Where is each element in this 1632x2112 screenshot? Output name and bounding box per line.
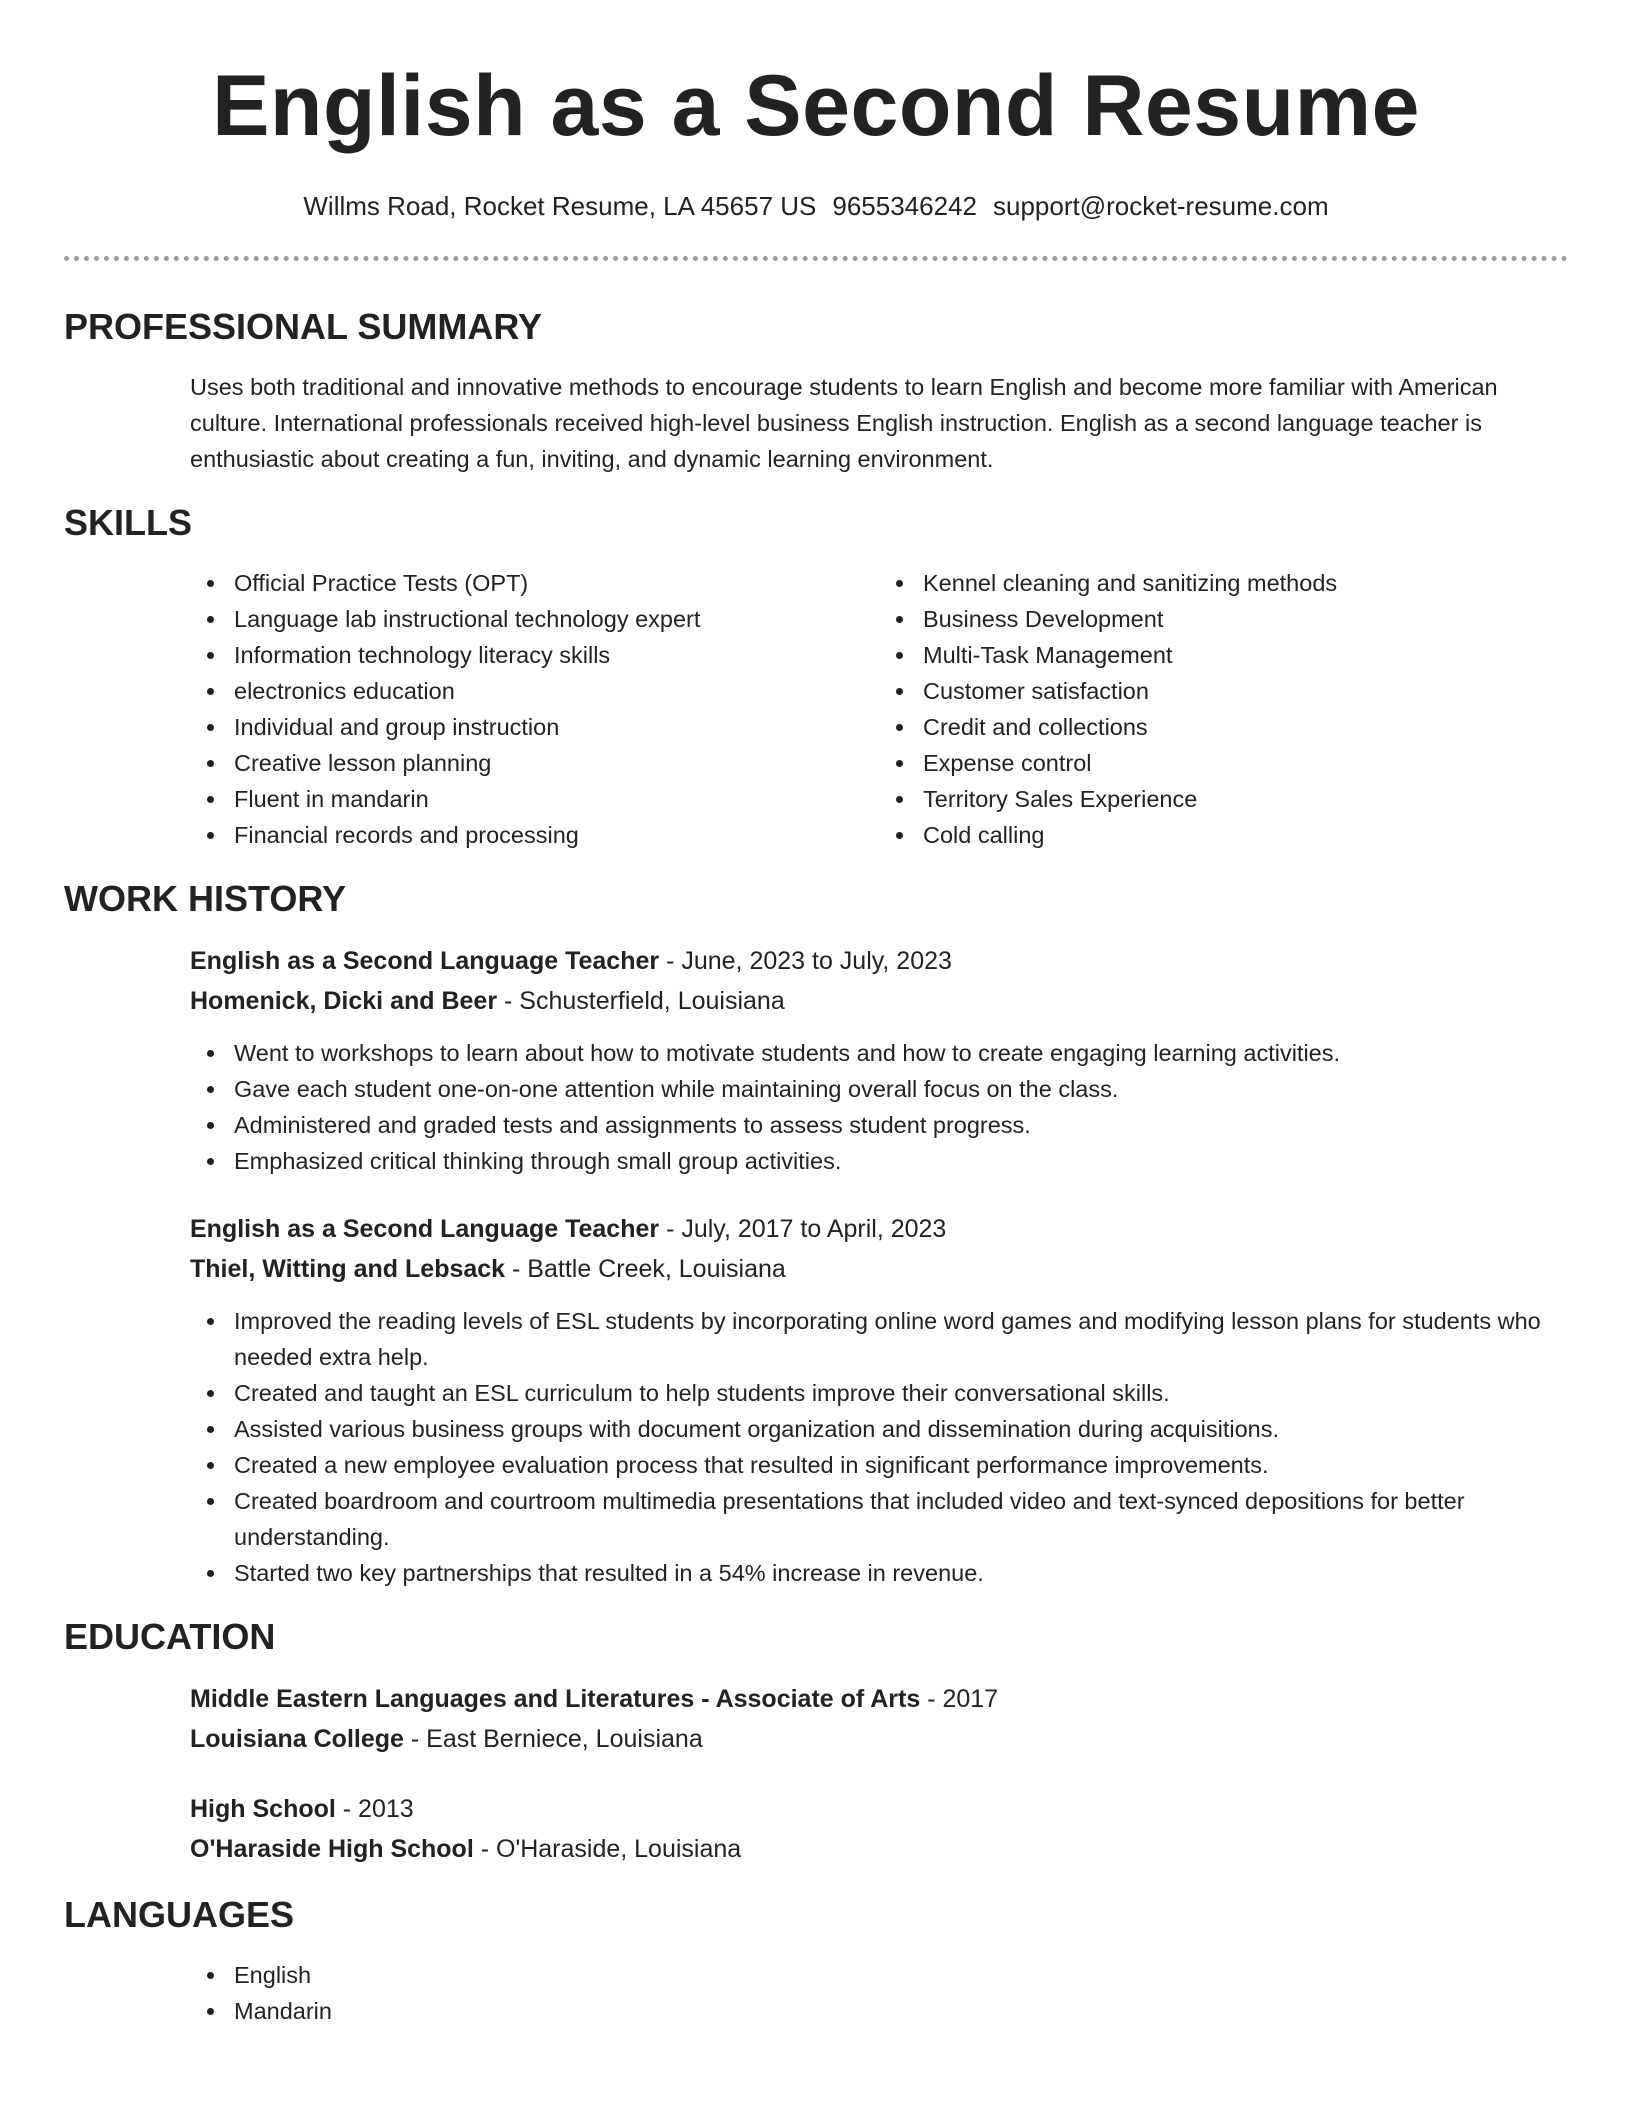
summary-heading: PROFESSIONAL SUMMARY xyxy=(64,306,543,347)
resume-name: English as a Second Resume xyxy=(212,58,1420,154)
skill-item: Credit and collections xyxy=(923,709,1568,745)
skill-item: Customer satisfaction xyxy=(923,673,1568,709)
education-degree: Middle Eastern Languages and Literatures - Associate of Arts xyxy=(190,1685,921,1713)
skill-item: Information technology literacy skills xyxy=(234,637,879,673)
job-location: - Schusterfield, Louisiana xyxy=(497,987,785,1015)
job-bullet: Started two key partnerships that resulted in a 54% increase in revenue. xyxy=(234,1555,1568,1591)
skills-column-right xyxy=(879,565,1568,853)
skill-item: Creative lesson planning xyxy=(234,745,879,781)
skills-list xyxy=(190,565,1568,853)
job-company-line xyxy=(190,1249,1568,1289)
education-degree: High School xyxy=(190,1795,336,1823)
skill-item: Official Practice Tests (OPT) xyxy=(234,565,879,601)
job-entry xyxy=(190,941,1568,1179)
skill-item: Financial records and processing xyxy=(234,817,879,853)
language-item: Mandarin xyxy=(234,1993,1568,2029)
summary-text: Uses both traditional and innovative methods to encourage students to learn English and become more familiar with American culture. International professionals received high-level business English instruction. English as a second language teacher is enthusiastic about creating a fun, inviting, and dynamic learning environment. xyxy=(190,374,1498,472)
education-year: - 2013 xyxy=(335,1795,414,1823)
job-title-line xyxy=(190,1209,1568,1249)
contact-phone: 9655346242 xyxy=(832,191,977,221)
skill-item: Kennel cleaning and sanitizing methods xyxy=(923,565,1568,601)
header-divider xyxy=(64,256,1568,261)
education-entry xyxy=(190,1789,1568,1869)
education-degree-line xyxy=(190,1789,1568,1829)
job-role: English as a Second Language Teacher xyxy=(190,1215,660,1243)
skill-item: Individual and group instruction xyxy=(234,709,879,745)
skill-item: Multi-Task Management xyxy=(923,637,1568,673)
education-heading: EDUCATION xyxy=(64,1616,276,1657)
job-bullets xyxy=(190,1035,1568,1179)
education-school: Louisiana College xyxy=(190,1725,404,1753)
skill-item: Language lab instructional technology expert xyxy=(234,601,879,637)
job-bullets xyxy=(190,1303,1568,1591)
education-year: - 2017 xyxy=(920,1685,999,1713)
job-bullet: Went to workshops to learn about how to motivate students and how to create engaging learning activities. xyxy=(234,1035,1568,1071)
job-bullet: Administered and graded tests and assignments to assess student progress. xyxy=(234,1107,1568,1143)
job-company-line xyxy=(190,981,1568,1021)
skills-heading: SKILLS xyxy=(64,502,193,543)
job-entry xyxy=(190,1209,1568,1591)
education-entry xyxy=(190,1679,1568,1759)
contact-line xyxy=(64,190,1568,222)
skills-column-left xyxy=(190,565,879,853)
skill-item: Business Development xyxy=(923,601,1568,637)
skill-item: electronics education xyxy=(234,673,879,709)
job-role: English as a Second Language Teacher xyxy=(190,947,660,975)
work-history-heading: WORK HISTORY xyxy=(64,878,347,919)
language-item: English xyxy=(234,1957,1568,1993)
job-bullet: Improved the reading levels of ESL students by incorporating online word games and modifying lesson plans for students who needed extra help. xyxy=(234,1303,1568,1375)
job-bullet: Emphasized critical thinking through small group activities. xyxy=(234,1143,1568,1179)
education-school-line xyxy=(190,1829,1568,1869)
skill-item: Cold calling xyxy=(923,817,1568,853)
job-bullet: Gave each student one-on-one attention while maintaining overall focus on the class. xyxy=(234,1071,1568,1107)
skill-item: Expense control xyxy=(923,745,1568,781)
job-bullet: Created boardroom and courtroom multimedia presentations that included video and text-synced depositions for better understanding. xyxy=(234,1483,1568,1555)
languages-list xyxy=(190,1957,1568,2029)
job-company: Thiel, Witting and Lebsack xyxy=(190,1255,506,1283)
skill-item: Territory Sales Experience xyxy=(923,781,1568,817)
contact-address: Willms Road, Rocket Resume, LA 45657 US xyxy=(303,191,817,221)
job-bullet: Created a new employee evaluation process that resulted in significant performance improvements. xyxy=(234,1447,1568,1483)
education-degree-line xyxy=(190,1679,1568,1719)
job-dates: - June, 2023 to July, 2023 xyxy=(659,947,952,975)
job-dates: - July, 2017 to April, 2023 xyxy=(659,1215,947,1243)
job-title-line xyxy=(190,941,1568,981)
job-company: Homenick, Dicki and Beer xyxy=(190,987,498,1015)
education-school: O'Haraside High School xyxy=(190,1835,474,1863)
job-bullet: Created and taught an ESL curriculum to help students improve their conversational skills. xyxy=(234,1375,1568,1411)
education-location: - East Berniece, Louisiana xyxy=(403,1725,703,1753)
job-bullet: Assisted various business groups with document organization and dissemination during acquisitions. xyxy=(234,1411,1568,1447)
education-school-line xyxy=(190,1719,1568,1759)
languages-heading: LANGUAGES xyxy=(64,1894,295,1935)
skill-item: Fluent in mandarin xyxy=(234,781,879,817)
job-location: - Battle Creek, Louisiana xyxy=(505,1255,786,1283)
contact-email: support@rocket-resume.com xyxy=(992,191,1329,221)
resume-page xyxy=(64,0,1568,2029)
education-location: - O'Haraside, Louisiana xyxy=(473,1835,742,1863)
